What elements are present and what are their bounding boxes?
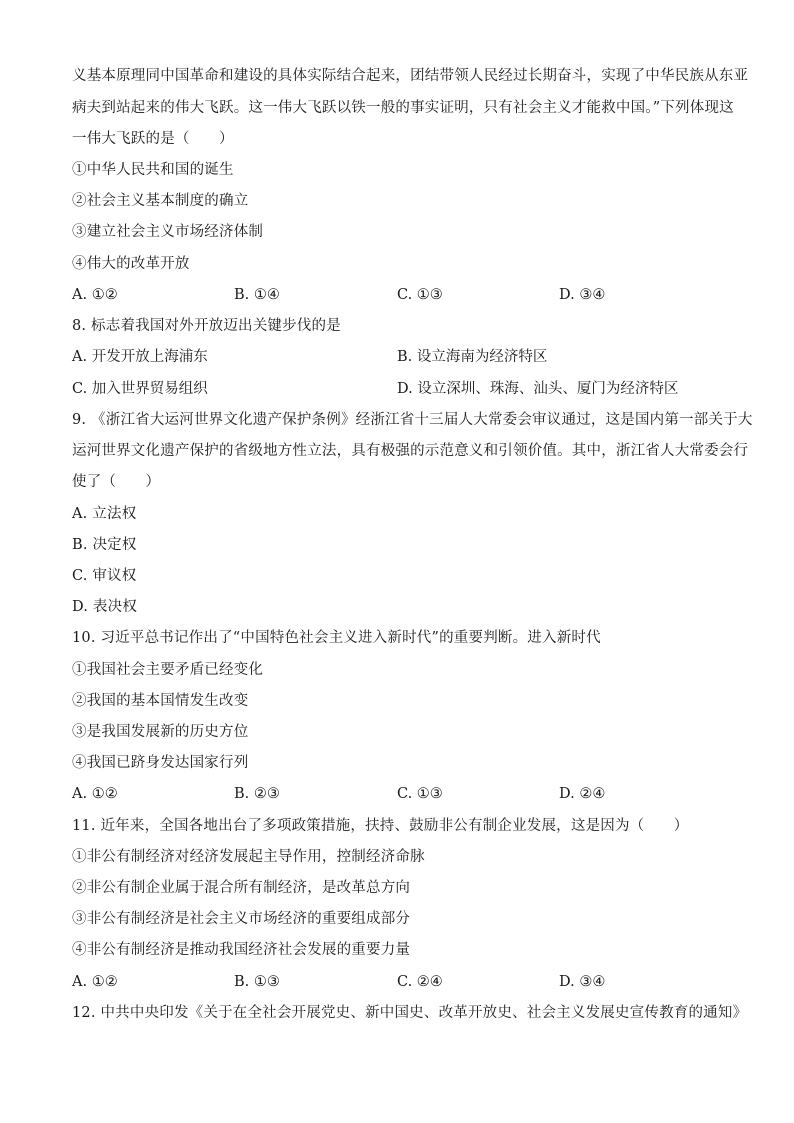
q10-option-d[interactable]: D. ②④ [559,786,606,802]
q8-option-b[interactable]: B. 设立海南为经济特区 [397,349,548,365]
q9-option-b[interactable]: B. 决定权 [72,537,137,553]
q11-option-d[interactable]: D. ③④ [559,974,606,990]
q11-item-2: ②非公有制企业属于混合所有制经济，是改革总方向 [72,880,411,896]
q9-stem-line-3: 使了（ ） [72,474,161,490]
q10-item-2: ②我国的基本国情发生改变 [72,693,249,709]
q10-option-b[interactable]: B. ②③ [234,786,280,802]
q11-item-4: ④非公有制经济是推动我国经济社会发展的重要力量 [72,942,411,958]
q9-option-c[interactable]: C. 审议权 [72,568,137,584]
q9-option-a[interactable]: A. 立法权 [72,506,137,522]
q7-option-b[interactable]: B. ①④ [234,287,280,303]
q7-option-d[interactable]: D. ③④ [559,287,606,303]
q9-option-d[interactable]: D. 表决权 [72,599,138,615]
q7-item-3: ③建立社会主义市场经济体制 [72,224,264,240]
q11-item-1: ①非公有制经济对经济发展起主导作用，控制经济命脉 [72,849,425,865]
q8-option-d[interactable]: D. 设立深圳、珠海、汕头、厦门为经济特区 [397,381,679,397]
q10-item-3: ③是我国发展新的历史方位 [72,724,249,740]
q7-option-a[interactable]: A. ①② [72,287,118,303]
q8-option-c[interactable]: C. 加入世界贸易组织 [72,381,208,397]
q10-item-4: ④我国已跻身发达国家行列 [72,755,249,771]
q7-stem-line-3: 一伟大飞跃的是（ ） [72,131,234,147]
q11-stem: 11. 近年来，全国各地出台了多项政策措施，扶持、鼓励非公有制企业发展，这是因为（ ） [72,818,689,834]
q11-option-c[interactable]: C. ②④ [397,974,443,990]
q10-option-c[interactable]: C. ①③ [397,786,443,802]
q12-stem: 12. 中共中央印发《关于在全社会开展党史、新中国史、改革开放史、社会主义发展史宣传教育的通知》 [72,1005,748,1021]
q9-stem-line-2: 运河世界文化遗产保护的省级地方性立法，具有极强的示范意义和引领价值。其中，浙江省人大常委会行 [72,443,749,459]
q10-option-a[interactable]: A. ①② [72,786,118,802]
q7-item-2: ②社会主义基本制度的确立 [72,193,249,209]
q7-item-1: ①中华人民共和国的诞生 [72,162,234,178]
q9-stem-line-1: 9. 《浙江省大运河世界文化遗产保护条例》经浙江省十三届人大常委会审议通过，这是国内第一部关于大 [72,412,753,428]
q10-item-1: ①我国社会主要矛盾已经变化 [72,662,264,678]
q8-stem: 8. 标志着我国对外开放迈出关键步伐的是 [72,318,341,334]
q11-item-3: ③非公有制经济是社会主义市场经济的重要组成部分 [72,911,411,927]
q7-stem-line-2: 病夫到站起来的伟大飞跃。这一伟大飞跃以铁一般的事实证明，只有社会主义才能救中国。”下列体现这 [72,100,734,116]
q8-option-a[interactable]: A. 开发开放上海浦东 [72,349,208,365]
q10-stem: 10. 习近平总书记作出了“中国特色社会主义进入新时代”的重要判断。进入新时代 [72,630,601,646]
q11-option-a[interactable]: A. ①② [72,974,118,990]
q11-option-b[interactable]: B. ①③ [234,974,280,990]
q7-item-4: ④伟大的改革开放 [72,256,190,272]
q7-option-c[interactable]: C. ①③ [397,287,443,303]
q7-stem-line-1: 义基本原理同中国革命和建设的具体实际结合起来，团结带领人民经过长期奋斗，实现了中华民族从东亚 [72,68,749,84]
